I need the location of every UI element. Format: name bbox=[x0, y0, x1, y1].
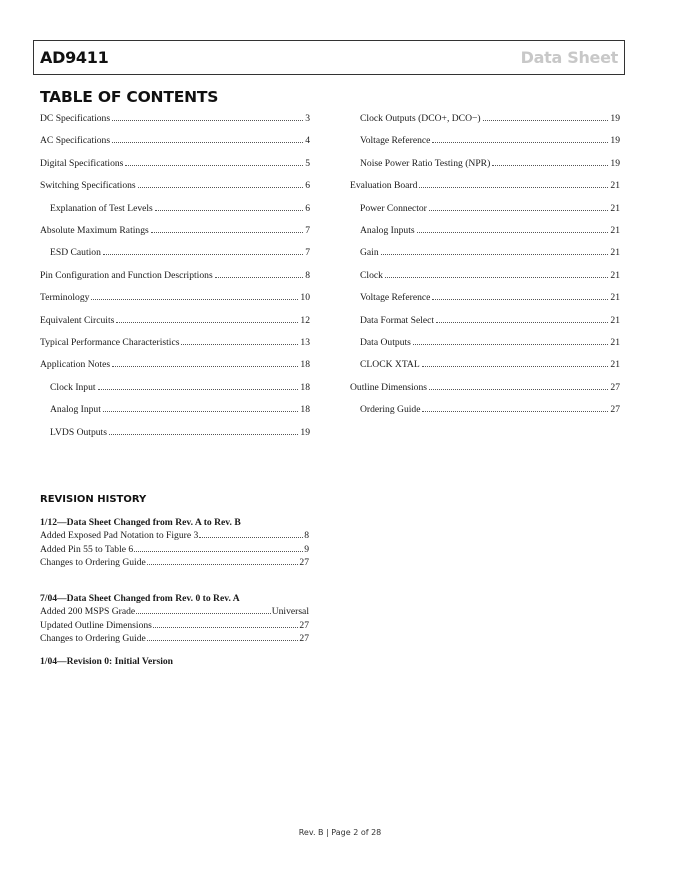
toc-entry-label: Ordering Guide bbox=[360, 404, 421, 416]
toc-entry[interactable] bbox=[50, 203, 310, 215]
toc-entry-page: 3 bbox=[305, 113, 310, 124]
dot-leader bbox=[413, 343, 609, 345]
dot-leader bbox=[136, 612, 271, 614]
toc-entry[interactable] bbox=[360, 225, 620, 237]
revision-item-page: 27 bbox=[299, 557, 309, 568]
toc-entry[interactable] bbox=[360, 135, 620, 147]
dot-leader bbox=[109, 433, 298, 435]
toc-entry-page: 4 bbox=[305, 135, 310, 147]
revision-item bbox=[40, 557, 309, 568]
revision-item-text: Added Exposed Pad Notation to Figure 3 bbox=[40, 530, 199, 541]
revision-item bbox=[40, 606, 309, 617]
toc-entry-label: Analog Input bbox=[50, 404, 101, 416]
dot-leader bbox=[492, 164, 608, 166]
toc-entry-page: 21 bbox=[610, 247, 620, 259]
revision-group-title: 1/12—Data Sheet Changed from Rev. A to Rev. B bbox=[40, 517, 241, 528]
dot-leader bbox=[417, 231, 609, 233]
toc-entry-page: 18 bbox=[300, 359, 310, 371]
toc-entry-page: 19 bbox=[610, 135, 620, 147]
dot-leader bbox=[138, 186, 304, 188]
toc-entry[interactable] bbox=[360, 359, 620, 371]
toc-entry-label: Pin Configuration and Function Descriptions bbox=[40, 269, 213, 281]
toc-entry[interactable] bbox=[360, 158, 620, 170]
toc-heading: TABLE OF CONTENTS bbox=[40, 88, 219, 106]
revision-group-title: 1/04—Revision 0: Initial Version bbox=[40, 656, 173, 667]
toc-entry[interactable] bbox=[40, 359, 310, 371]
revision-item bbox=[40, 620, 309, 631]
toc-entry-page: 8 bbox=[305, 269, 310, 281]
dot-leader bbox=[422, 410, 608, 412]
dot-leader bbox=[134, 550, 303, 552]
revision-item-text: Changes to Ordering Guide bbox=[40, 557, 146, 568]
toc-entry-page: 19 bbox=[610, 157, 620, 169]
dot-leader bbox=[153, 626, 298, 628]
toc-entry-label: Outline Dimensions bbox=[350, 381, 428, 393]
dot-leader bbox=[436, 321, 608, 323]
toc-entry-label: CLOCK XTAL bbox=[360, 359, 420, 371]
revision-item bbox=[40, 633, 309, 644]
toc-entry-label: Clock Input bbox=[50, 381, 96, 393]
toc-entry[interactable] bbox=[40, 270, 310, 282]
part-number: AD9411 bbox=[40, 48, 109, 67]
toc-entry[interactable] bbox=[50, 404, 310, 416]
toc-entry-page: 18 bbox=[300, 404, 310, 416]
dot-leader bbox=[432, 298, 608, 300]
toc-entry[interactable] bbox=[40, 315, 310, 327]
revision-item bbox=[40, 544, 309, 555]
toc-entry[interactable] bbox=[50, 247, 310, 259]
toc-entry-label: Voltage Reference bbox=[360, 135, 431, 147]
toc-entry-label: Terminology bbox=[40, 292, 90, 304]
toc-entry-page: 27 bbox=[610, 381, 620, 393]
toc-entry[interactable] bbox=[40, 225, 310, 237]
toc-entry-page: 10 bbox=[300, 292, 310, 304]
toc-entry-label: Absolute Maximum Ratings bbox=[40, 225, 149, 236]
revision-item-page: Universal bbox=[271, 606, 309, 617]
toc-entry-label: ESD Caution bbox=[50, 247, 101, 259]
toc-entry-page: 21 bbox=[610, 225, 620, 236]
dot-leader bbox=[147, 563, 299, 565]
toc-entry-label: Digital Specifications bbox=[40, 157, 124, 169]
toc-entry[interactable] bbox=[360, 315, 620, 327]
toc-entry[interactable] bbox=[360, 203, 620, 215]
dot-leader bbox=[103, 410, 299, 412]
revision-item-text: Updated Outline Dimensions bbox=[40, 619, 152, 631]
toc-entry-page: 21 bbox=[610, 314, 620, 326]
toc-entry[interactable] bbox=[50, 427, 310, 439]
toc-entry[interactable] bbox=[50, 382, 310, 394]
dot-leader bbox=[432, 141, 608, 143]
dot-leader bbox=[98, 388, 299, 390]
dot-leader bbox=[112, 141, 303, 143]
dot-leader bbox=[112, 119, 303, 121]
toc-entry-page: 21 bbox=[610, 202, 620, 214]
dot-leader bbox=[483, 119, 609, 121]
toc-entry-page: 27 bbox=[610, 404, 620, 416]
toc-entry-label: Typical Performance Characteristics bbox=[40, 337, 180, 348]
toc-entry-label: Clock Outputs (DCO+, DCO−) bbox=[360, 113, 481, 124]
dot-leader bbox=[422, 365, 609, 367]
toc-entry-page: 6 bbox=[305, 202, 310, 214]
toc-entry-label: LVDS Outputs bbox=[50, 426, 107, 438]
toc-entry[interactable] bbox=[40, 158, 310, 170]
toc-entry-label: Data Format Select bbox=[360, 314, 435, 326]
toc-entry-label: DC Specifications bbox=[40, 113, 111, 124]
dot-leader bbox=[103, 253, 303, 255]
toc-entry-page: 21 bbox=[610, 359, 620, 371]
toc-entry-page: 19 bbox=[610, 113, 620, 124]
toc-entry[interactable] bbox=[360, 270, 620, 282]
dot-leader bbox=[429, 388, 608, 390]
revision-item-page: 27 bbox=[299, 633, 309, 644]
toc-entry-label: Data Outputs bbox=[360, 337, 411, 348]
revision-item-page: 8 bbox=[304, 530, 309, 541]
dot-leader bbox=[429, 209, 609, 211]
revision-item-text: Changes to Ordering Guide bbox=[40, 633, 146, 644]
revision-group-title: 7/04—Data Sheet Changed from Rev. 0 to Rev. A bbox=[40, 593, 240, 604]
toc-entry-label: Gain bbox=[360, 247, 379, 259]
dot-leader bbox=[381, 253, 609, 255]
dot-leader bbox=[181, 343, 298, 345]
toc-entry-label: Clock bbox=[360, 269, 383, 281]
toc-entry-page: 18 bbox=[300, 381, 310, 393]
toc-entry-label: Application Notes bbox=[40, 359, 111, 371]
toc-entry-page: 7 bbox=[305, 225, 310, 236]
toc-entry[interactable] bbox=[360, 337, 620, 349]
toc-entry-page: 21 bbox=[610, 269, 620, 281]
toc-entry-label: Power Connector bbox=[360, 202, 427, 214]
toc-entry-label: Equivalent Circuits bbox=[40, 314, 115, 326]
page-header bbox=[33, 40, 625, 75]
toc-entry[interactable] bbox=[40, 292, 310, 304]
revision-item-page: 27 bbox=[299, 619, 309, 631]
toc-entry-label: Noise Power Ratio Testing (NPR) bbox=[360, 157, 491, 169]
dot-leader bbox=[147, 639, 299, 641]
toc-entry-page: 7 bbox=[305, 247, 310, 259]
dot-leader bbox=[215, 276, 304, 278]
toc-entry-page: 6 bbox=[305, 180, 310, 192]
toc-entry[interactable] bbox=[350, 180, 620, 192]
toc-entry[interactable] bbox=[40, 180, 310, 192]
revision-item-page: 9 bbox=[304, 543, 309, 555]
toc-entry-page: 12 bbox=[300, 314, 310, 326]
page-footer: Rev. B | Page 2 of 28 bbox=[298, 828, 382, 837]
revision-item bbox=[40, 530, 309, 541]
toc-entry[interactable] bbox=[40, 113, 310, 125]
toc-entry-page: 21 bbox=[610, 337, 620, 348]
dot-leader bbox=[125, 164, 303, 166]
dot-leader bbox=[199, 536, 303, 538]
dot-leader bbox=[419, 186, 608, 188]
toc-entry-label: Explanation of Test Levels bbox=[50, 202, 153, 214]
toc-entry-page: 21 bbox=[610, 180, 620, 192]
toc-entry-page: 5 bbox=[305, 157, 310, 169]
toc-entry[interactable] bbox=[40, 337, 310, 349]
toc-entry[interactable] bbox=[360, 404, 620, 416]
toc-entry-page: 13 bbox=[300, 337, 310, 348]
dot-leader bbox=[151, 231, 303, 233]
dot-leader bbox=[155, 209, 303, 211]
toc-entry-label: Switching Specifications bbox=[40, 180, 136, 192]
dot-leader bbox=[91, 298, 298, 300]
dot-leader bbox=[385, 276, 608, 278]
dot-leader bbox=[116, 321, 298, 323]
toc-entry-page: 21 bbox=[610, 292, 620, 304]
toc-entry[interactable] bbox=[360, 113, 620, 125]
toc-entry-label: AC Specifications bbox=[40, 135, 111, 147]
document-type: Data Sheet bbox=[520, 48, 618, 67]
revision-item-text: Added Pin 55 to Table 6 bbox=[40, 543, 134, 555]
revision-history-heading: REVISION HISTORY bbox=[40, 494, 147, 505]
toc-entry-page: 19 bbox=[300, 426, 310, 438]
toc-entry[interactable] bbox=[350, 382, 620, 394]
toc-entry-label: Evaluation Board bbox=[350, 180, 418, 192]
toc-entry-label: Voltage Reference bbox=[360, 292, 431, 304]
toc-entry-label: Analog Inputs bbox=[360, 225, 415, 236]
dot-leader bbox=[112, 365, 298, 367]
toc-entry[interactable] bbox=[360, 292, 620, 304]
toc-entry[interactable] bbox=[360, 247, 620, 259]
revision-item-text: Added 200 MSPS Grade bbox=[40, 606, 136, 617]
toc-entry[interactable] bbox=[40, 135, 310, 147]
